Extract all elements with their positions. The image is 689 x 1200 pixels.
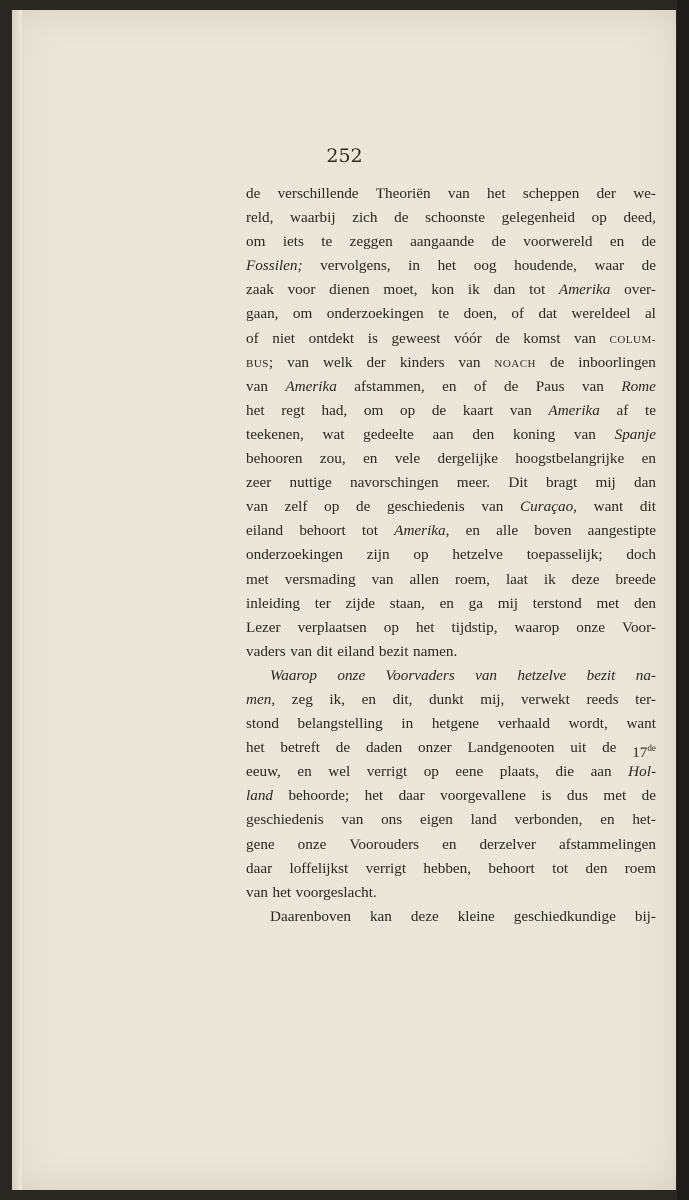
word: allen bbox=[409, 570, 439, 588]
word: breede bbox=[615, 570, 656, 588]
word: namen. bbox=[412, 642, 458, 660]
word: zeggen bbox=[349, 233, 393, 251]
word: iets bbox=[282, 233, 304, 251]
word: zou, bbox=[319, 450, 346, 468]
word: Rome bbox=[621, 377, 656, 395]
text-line bbox=[246, 327, 656, 351]
word: kaart bbox=[462, 401, 494, 419]
word: van bbox=[481, 498, 504, 516]
word: om bbox=[246, 233, 266, 251]
word: komst bbox=[523, 329, 561, 347]
word: gedeelte bbox=[363, 425, 414, 443]
word: de bbox=[356, 498, 371, 516]
word: schoonste bbox=[425, 209, 486, 227]
text-line bbox=[246, 543, 656, 567]
word: versmading bbox=[284, 570, 356, 588]
text-line bbox=[246, 736, 656, 760]
word: staan, bbox=[389, 594, 425, 612]
word: kleine bbox=[457, 907, 495, 925]
word: af bbox=[616, 401, 629, 419]
word: voor bbox=[287, 281, 316, 299]
word: behoort bbox=[299, 522, 346, 540]
word: den bbox=[585, 859, 608, 877]
word: kan bbox=[369, 907, 392, 925]
text-line bbox=[246, 808, 656, 832]
text-line bbox=[246, 833, 656, 857]
word: en bbox=[439, 594, 454, 612]
word: geweest bbox=[391, 329, 441, 347]
word: der bbox=[366, 353, 386, 371]
text-line bbox=[246, 302, 656, 326]
word: belangstelling bbox=[297, 715, 383, 733]
word: laat bbox=[505, 570, 528, 588]
word: derzelver bbox=[479, 835, 536, 853]
text-line bbox=[246, 423, 656, 447]
word: terstond bbox=[532, 594, 582, 612]
word: van bbox=[246, 498, 268, 516]
text-line bbox=[246, 568, 656, 592]
word: om bbox=[363, 401, 384, 419]
word: van bbox=[371, 570, 394, 588]
word: op bbox=[383, 618, 399, 636]
word: Theoriën bbox=[375, 185, 431, 202]
word: de bbox=[491, 233, 506, 251]
word: gelegenheid bbox=[501, 209, 576, 227]
word: behooren bbox=[246, 450, 303, 468]
word: te bbox=[321, 233, 333, 251]
word: of bbox=[473, 377, 487, 395]
body-text bbox=[246, 182, 656, 929]
text-line bbox=[246, 495, 656, 519]
word: doch bbox=[626, 546, 656, 564]
word: dat bbox=[538, 305, 558, 323]
word: op bbox=[324, 498, 340, 516]
word: het bbox=[246, 401, 265, 419]
text-line bbox=[246, 712, 656, 736]
text-line bbox=[246, 857, 656, 881]
word: COLUM- bbox=[609, 333, 656, 346]
word: in bbox=[408, 257, 420, 275]
word: land bbox=[470, 811, 497, 829]
word: is bbox=[541, 787, 552, 805]
word: had, bbox=[321, 401, 348, 419]
word: aangestipte bbox=[587, 522, 656, 540]
word: verrigt bbox=[365, 859, 407, 877]
word: tot bbox=[361, 522, 378, 540]
text-line bbox=[246, 206, 656, 230]
word: dienen bbox=[329, 281, 370, 299]
word: regt bbox=[281, 401, 305, 419]
text-line bbox=[246, 254, 656, 278]
word: van bbox=[573, 425, 596, 443]
text-line bbox=[246, 519, 656, 543]
word: hoogstbelangrijke bbox=[515, 450, 625, 468]
word: en bbox=[442, 377, 457, 395]
word: bij- bbox=[634, 907, 656, 925]
text-line bbox=[246, 881, 656, 905]
text-line bbox=[246, 688, 656, 712]
word: de bbox=[641, 257, 656, 275]
word: 17de bbox=[632, 743, 656, 762]
word: de bbox=[602, 739, 617, 757]
word: al bbox=[644, 305, 656, 323]
word: en bbox=[442, 835, 457, 853]
word: uit bbox=[570, 739, 587, 757]
word: dus bbox=[566, 787, 588, 805]
word: dergelijke bbox=[437, 450, 498, 468]
word: voorwereld bbox=[523, 233, 593, 251]
word: de bbox=[641, 233, 656, 251]
word: en bbox=[600, 811, 615, 829]
word: koning bbox=[512, 425, 556, 443]
word: voorgeslacht. bbox=[295, 883, 377, 901]
word: verbonden, bbox=[514, 811, 583, 829]
word: inboorlingen bbox=[578, 353, 656, 371]
word: na- bbox=[635, 666, 656, 684]
word: want bbox=[593, 498, 624, 516]
word: van bbox=[246, 377, 268, 395]
word: het bbox=[246, 739, 265, 757]
word: men, bbox=[246, 690, 276, 708]
text-line bbox=[246, 760, 656, 784]
word: geschiedenis bbox=[387, 498, 465, 516]
word: van bbox=[574, 329, 596, 347]
word: verschillende bbox=[277, 185, 359, 202]
word: BUS; bbox=[246, 353, 274, 371]
word: afstammen, bbox=[354, 377, 425, 395]
word: de bbox=[246, 185, 261, 202]
word: verwekt bbox=[520, 690, 570, 708]
word: betreft bbox=[280, 739, 320, 757]
word: zelf bbox=[284, 498, 308, 516]
word: en bbox=[297, 763, 312, 781]
word: de bbox=[335, 739, 351, 757]
word: Curaçao, bbox=[520, 498, 577, 516]
word: van bbox=[246, 883, 268, 901]
word: gaan, bbox=[246, 305, 279, 323]
word: en bbox=[609, 233, 625, 251]
word: wat bbox=[322, 425, 345, 443]
word: op bbox=[591, 209, 607, 227]
word: toepasselijk; bbox=[526, 546, 603, 564]
word: over- bbox=[624, 281, 656, 299]
word: deze bbox=[571, 570, 600, 588]
word: Voor- bbox=[621, 618, 656, 636]
word: de bbox=[495, 329, 510, 347]
word: mij, bbox=[480, 690, 505, 708]
word: bezit bbox=[378, 642, 409, 660]
word: en bbox=[363, 450, 378, 468]
word: den bbox=[633, 594, 656, 612]
word: op bbox=[423, 763, 439, 781]
word: en bbox=[465, 522, 480, 540]
word: ontdekt bbox=[308, 329, 355, 347]
word: vervolgens, bbox=[320, 257, 391, 275]
dark-edge bbox=[677, 0, 689, 1200]
word: zaak bbox=[246, 281, 274, 299]
word: zeg bbox=[291, 690, 313, 708]
word: afstammelingen bbox=[558, 835, 656, 853]
page-number: 252 bbox=[326, 145, 363, 167]
text-line bbox=[246, 471, 656, 495]
word: van bbox=[458, 353, 481, 371]
text-line bbox=[246, 351, 656, 375]
word: of bbox=[511, 305, 525, 323]
word: Paus bbox=[535, 377, 565, 395]
word: van bbox=[287, 353, 310, 371]
word: onze bbox=[297, 835, 327, 853]
word: de bbox=[641, 787, 656, 805]
word: eiland bbox=[337, 642, 375, 660]
word: waarop bbox=[514, 618, 560, 636]
word: hetzelve bbox=[517, 666, 567, 684]
word: van bbox=[581, 377, 604, 395]
word: deze bbox=[410, 907, 439, 925]
word: zich bbox=[352, 209, 378, 227]
text-line bbox=[246, 616, 656, 640]
word: we- bbox=[633, 185, 656, 202]
word: het- bbox=[632, 811, 656, 829]
word: de bbox=[431, 401, 447, 419]
word: nuttige bbox=[289, 474, 332, 492]
word: dit, bbox=[392, 690, 413, 708]
text-line bbox=[246, 784, 656, 808]
word: in bbox=[401, 715, 414, 733]
word: wereldeel bbox=[571, 305, 631, 323]
word: het bbox=[415, 618, 435, 636]
word: Hol- bbox=[628, 763, 656, 781]
word: kinders bbox=[399, 353, 445, 371]
word: eigen bbox=[419, 811, 453, 829]
word: geschiedenis bbox=[246, 811, 324, 829]
word: onze bbox=[337, 666, 366, 684]
word: niet bbox=[272, 329, 296, 347]
word: behoort bbox=[488, 859, 535, 877]
word: het bbox=[272, 883, 292, 901]
word: aangaande bbox=[410, 233, 475, 251]
word: is bbox=[367, 329, 378, 347]
word: de bbox=[394, 209, 409, 227]
word: gene bbox=[246, 835, 275, 853]
word: Fossilen; bbox=[246, 257, 303, 275]
word: en bbox=[361, 690, 376, 708]
word: deed, bbox=[623, 209, 656, 227]
word: doen, bbox=[463, 305, 497, 323]
word: en bbox=[641, 450, 656, 468]
word: onderzoekingen bbox=[246, 546, 343, 564]
word: aan bbox=[590, 763, 612, 781]
word: hetzelve bbox=[452, 546, 503, 564]
word: van bbox=[290, 642, 313, 660]
word: Spanje bbox=[614, 425, 656, 443]
word: behoorde; bbox=[288, 787, 350, 805]
word: met bbox=[246, 570, 269, 588]
word: ik bbox=[467, 281, 480, 299]
word: verhaald bbox=[497, 715, 550, 733]
text-line bbox=[246, 399, 656, 423]
text-line bbox=[246, 664, 656, 688]
word: tijdstip, bbox=[451, 618, 498, 636]
word: roem, bbox=[454, 570, 490, 588]
word: dit bbox=[316, 642, 333, 660]
word: mij bbox=[497, 594, 519, 612]
word: van bbox=[447, 185, 470, 202]
word: tot bbox=[552, 859, 569, 877]
text-line bbox=[246, 640, 656, 664]
word: onzer bbox=[418, 739, 452, 757]
word: op bbox=[399, 401, 416, 419]
text-line bbox=[246, 447, 656, 471]
word: kon bbox=[431, 281, 455, 299]
text-line bbox=[246, 905, 656, 929]
word: daar bbox=[398, 787, 425, 805]
word: van bbox=[341, 811, 364, 829]
word: Dit bbox=[508, 474, 528, 492]
word: reeds bbox=[586, 690, 619, 708]
word: de bbox=[549, 353, 565, 371]
word: mij bbox=[595, 474, 616, 492]
word: onderzoekingen bbox=[326, 305, 424, 323]
word: vóór bbox=[453, 329, 482, 347]
word: het bbox=[437, 257, 457, 275]
word: wordt, bbox=[568, 715, 608, 733]
word: ter bbox=[314, 594, 331, 612]
word: moet, bbox=[383, 281, 418, 299]
text-line bbox=[246, 230, 656, 254]
word: bragt bbox=[546, 474, 578, 492]
word: Waarop bbox=[270, 666, 317, 684]
word: Voorvaders bbox=[385, 666, 455, 684]
word: eiland bbox=[246, 522, 284, 540]
word: alle bbox=[496, 522, 519, 540]
word: ons bbox=[381, 811, 403, 829]
word: Voorouders bbox=[349, 835, 420, 853]
word: reld, bbox=[246, 209, 274, 227]
word: land bbox=[246, 787, 274, 805]
word: oog bbox=[473, 257, 497, 275]
page-edge-shadow bbox=[12, 10, 22, 1190]
word: of bbox=[246, 329, 259, 347]
word: dit bbox=[639, 498, 656, 516]
word: NOACH bbox=[494, 357, 537, 370]
text-line bbox=[246, 278, 656, 302]
word: navorschingen bbox=[349, 474, 439, 492]
word: dunkt bbox=[429, 690, 464, 708]
word: de bbox=[504, 377, 519, 395]
word: geschiedkundige bbox=[513, 907, 616, 925]
word: van bbox=[509, 401, 532, 419]
word: scheppen bbox=[522, 185, 580, 202]
word: aan bbox=[432, 425, 454, 443]
word: zeer bbox=[246, 474, 272, 492]
word: vele bbox=[394, 450, 421, 468]
word: want bbox=[626, 715, 656, 733]
word: tot bbox=[529, 281, 546, 299]
word: houdende, bbox=[514, 257, 577, 275]
word: met bbox=[603, 787, 627, 805]
word: met bbox=[596, 594, 620, 612]
word: inleiding bbox=[246, 594, 300, 612]
word: Landgenooten bbox=[467, 739, 555, 757]
word: meer. bbox=[456, 474, 491, 492]
word: Amerika bbox=[285, 377, 337, 395]
word: dan bbox=[493, 281, 516, 299]
word: waarbij bbox=[290, 209, 336, 227]
word: daden bbox=[365, 739, 403, 757]
text-line bbox=[246, 182, 656, 206]
word: op bbox=[413, 546, 429, 564]
word: Amerika bbox=[558, 281, 611, 299]
word: eeuw, bbox=[246, 763, 281, 781]
word: voorgevallene bbox=[440, 787, 526, 805]
word: roem bbox=[624, 859, 656, 877]
word: waar bbox=[594, 257, 625, 275]
text-line bbox=[246, 592, 656, 616]
word: Lezer bbox=[246, 618, 281, 636]
word: plaats, bbox=[499, 763, 539, 781]
word: der bbox=[596, 185, 616, 202]
word: eene bbox=[455, 763, 484, 781]
word: verplaatsen bbox=[297, 618, 367, 636]
word: teekenen, bbox=[246, 425, 304, 443]
word: vaders bbox=[246, 642, 286, 660]
word: Amerika, bbox=[394, 522, 450, 540]
word: loffelijkst bbox=[289, 859, 349, 877]
word: het bbox=[364, 787, 384, 805]
text-line bbox=[246, 375, 656, 399]
word: den bbox=[472, 425, 495, 443]
word: Daarenboven bbox=[270, 907, 351, 925]
word: ter- bbox=[635, 690, 656, 708]
word: te bbox=[438, 305, 450, 323]
word: verrigt bbox=[366, 763, 408, 781]
word: zijn bbox=[366, 546, 390, 564]
word: dan bbox=[634, 474, 656, 492]
word: die bbox=[555, 763, 575, 781]
word: ik, bbox=[329, 690, 346, 708]
word: onze bbox=[576, 618, 605, 636]
word: hebben, bbox=[423, 859, 472, 877]
word: ga bbox=[468, 594, 483, 612]
word: wel bbox=[328, 763, 351, 781]
word: ik bbox=[543, 570, 556, 588]
word: van bbox=[475, 666, 498, 684]
word: om bbox=[292, 305, 313, 323]
word: daar bbox=[246, 859, 273, 877]
word: bezit bbox=[586, 666, 616, 684]
word: Amerika bbox=[548, 401, 600, 419]
word: hetgene bbox=[431, 715, 480, 733]
word: stond bbox=[246, 715, 279, 733]
word: welk bbox=[322, 353, 353, 371]
word: het bbox=[487, 185, 506, 202]
word: te bbox=[645, 401, 656, 419]
word: zijde bbox=[345, 594, 376, 612]
word: boven bbox=[534, 522, 572, 540]
